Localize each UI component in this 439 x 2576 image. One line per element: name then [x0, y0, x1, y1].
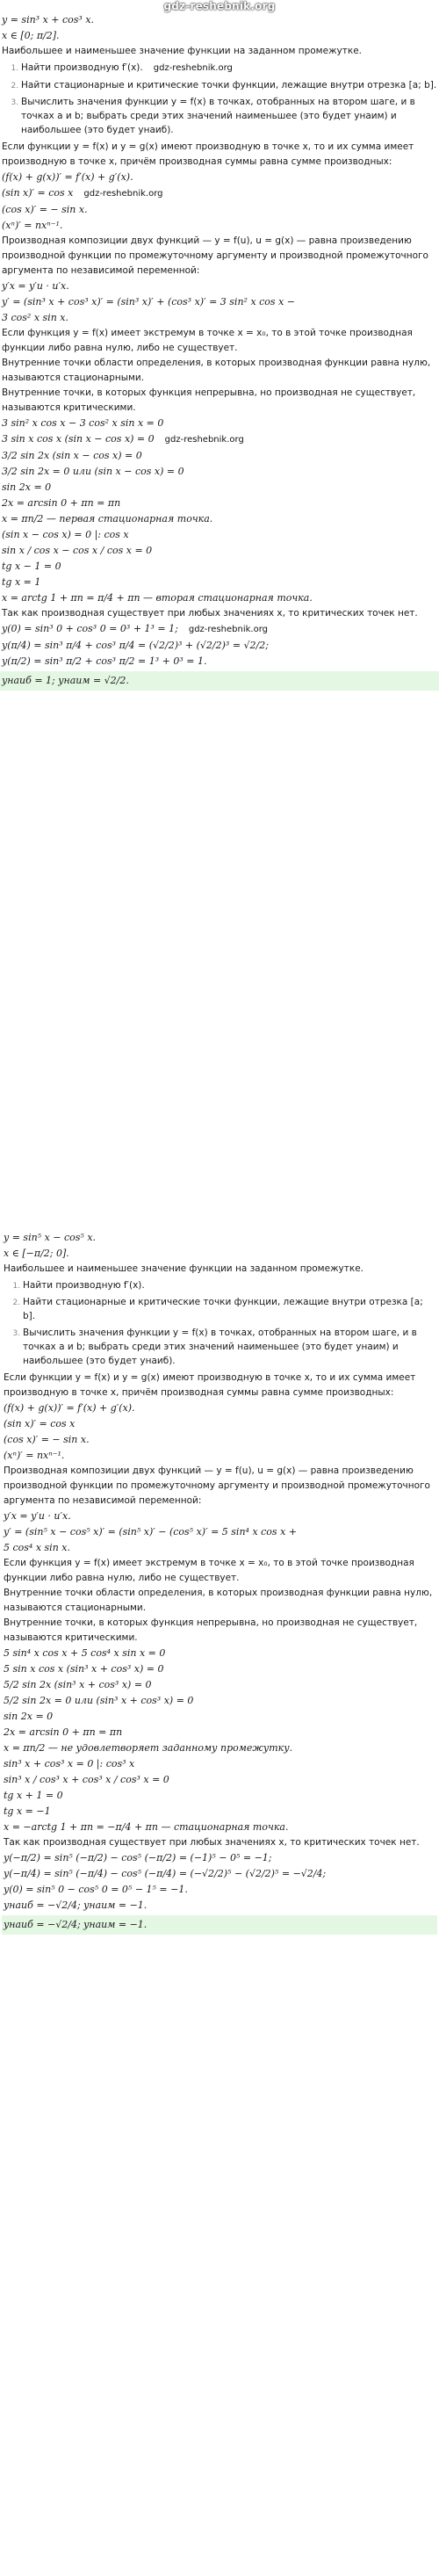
site-header: [0, 0, 439, 12]
deriv-sin-2: (sin x)′ = cos x: [4, 1418, 76, 1429]
no-critical-points-2: Так как производная существует при любых значениях x, то критических точек нет.: [4, 1837, 420, 1848]
equation-5: sin 2x = 0: [2, 481, 52, 493]
step-2-3: 3. Вычислить значения функции y = f(x) в точках, отобранных на втором шаге, и в точках a и b; выбрать среди этих значений наименьшее (это будет yнаим) и наибольшее (это будет yнаиб).: [23, 1326, 435, 1368]
derivative-line-2-1: y′ = (sin⁵ x − cos⁵ x)′ = (sin⁵ x)′ − (cos⁵ x)′ = 5 sin⁴ x cos x +: [4, 1526, 297, 1538]
algorithm-steps-2: [4, 1278, 435, 1368]
rule-stationary: Внутренние точки области определения, в которых производная функции равна нулю, называются стационарными.: [2, 358, 431, 383]
equation-2-5: sin 2x = 0: [4, 1711, 54, 1722]
function-statement-2: y = sin⁵ x − cos⁵ x.: [4, 1232, 97, 1243]
algorithm-steps: [2, 61, 437, 137]
equation-8: (sin x − cos x) = 0 |: cos x: [2, 529, 129, 540]
interval-statement: x ∈ [0; π/2].: [2, 30, 60, 41]
value-3: y(π/2) = sin³ π/2 + cos³ π/2 = 1³ + 0³ = 1.: [2, 655, 207, 667]
value-2-4: yнаиб = −√2/4; yнаим = −1.: [4, 1899, 148, 1911]
step-2: 2. Найти стационарные и критические точки функции, лежащие внутри отрезка [a; b].: [21, 78, 437, 92]
value-2: y(π/4) = sin³ π/4 + cos³ π/4 = (√2/2)³ + (√2/2)³ = √2/2;: [2, 640, 269, 651]
step-2-1: 1. Найти производную f′(x).: [23, 1278, 435, 1292]
sum-formula-2: (f(x) + g(x))′ = f′(x) + g′(x).: [4, 1402, 135, 1414]
rule-critical-2: Внутренние точки, в которых функция непрерывна, но производная не существует, называются критическими.: [4, 1617, 418, 1643]
derivative-line-2-2: 5 cos⁴ x sin x.: [4, 1542, 70, 1553]
answer-2: yнаиб = −√2/4; yнаим = −1.: [2, 1915, 437, 1935]
rule-composition: Производная композиции двух функций — y = f(u), u = g(x) — равна произведению производной функции по промежуточному аргументу и производной промежуточного аргумента по независимой переменной:: [2, 235, 428, 276]
rule-composition-2: Производная композиции двух функций — y = f(u), u = g(x) — равна произведению производной функции по промежуточному аргументу и производной промежуточного аргумента по независимой переменной:: [4, 1465, 430, 1506]
value-1: y(0) = sin³ 0 + cos³ 0 = 0³ + 1³ = 1; gdz-reshebnik.org: [2, 623, 268, 634]
deriv-cos: (cos x)′ = − sin x.: [2, 204, 88, 215]
equation-2-9: sin³ x / cos³ x + cos³ x / cos³ x = 0: [4, 1774, 169, 1785]
composition-formula-2: y′x = y′u · u′x.: [4, 1510, 71, 1522]
rule-critical: Внутренние точки, в которых функция непрерывна, но производная не существует, называются критическими.: [2, 387, 416, 413]
equation-9: sin x / cos x − cos x / cos x = 0: [2, 545, 153, 556]
equation-2-1: 5 sin⁴ x cos x + 5 cos⁴ x sin x = 0: [4, 1647, 166, 1659]
step-3: 3. Вычислить значения функции y = f(x) в точках, отобранных на втором шаге, и в точках a и b; выбрать среди этих значений наименьшее (это будет yнаим) и наибольшее (это будет yнаиб).: [21, 95, 437, 137]
answer-1: yнаиб = 1; yнаим = √2/2.: [0, 671, 439, 691]
equation-10: tg x − 1 = 0: [2, 561, 61, 572]
task-2: [2, 1230, 437, 1936]
equation-12: x = arctg 1 + πn = π/4 + πn — вторая стационарная точка.: [2, 592, 313, 604]
equation-3: 3/2 sin 2x (sin x − cos x) = 0: [2, 450, 142, 461]
equation-2-11: tg x = −1: [4, 1805, 51, 1817]
step-2-2: 2. Найти стационарные и критические точки функции, лежащие внутри отрезка [a; b].: [23, 1295, 435, 1323]
goal-text: Наибольшее и наименьшее значение функции на заданном промежутке.: [2, 46, 362, 56]
step-1: 1. Найти производную f′(x). gdz-reshebnik.org: [21, 61, 437, 76]
derivative-line-2: 3 cos² x sin x.: [2, 312, 68, 323]
interval-statement-2: x ∈ [−π/2; 0].: [4, 1248, 69, 1259]
equation-6: 2x = arcsin 0 + πn = πn: [2, 497, 121, 509]
value-2-3: y(0) = sin⁵ 0 − cos⁵ 0 = 0⁵ − 1⁵ = −1.: [4, 1884, 188, 1895]
rule-sum: Если функции y = f(x) и y = g(x) имеют производную в точке x, то и их сумма имеет производную в точке x, причём производная суммы равна сумме производных:: [2, 141, 414, 167]
deriv-sin: (sin x)′ = cos x gdz-reshebnik.org: [2, 187, 163, 199]
deriv-pow: (xⁿ)′ = nxⁿ⁻¹.: [2, 220, 63, 231]
task-1: [0, 12, 439, 691]
value-2-1: y(−π/2) = sin⁵ (−π/2) − cos⁵ (−π/2) = (−1)⁵ − 0⁵ = −1;: [4, 1852, 272, 1863]
derivative-line-1: y′ = (sin³ x + cos³ x)′ = (sin³ x)′ + (cos³ x)′ = 3 sin² x cos x −: [2, 296, 295, 308]
equation-2-12: x = −arctg 1 + πn = −π/4 + πn — стационарная точка.: [4, 1821, 289, 1833]
equation-1: 3 sin² x cos x − 3 cos² x sin x = 0: [2, 417, 164, 429]
equation-4: 3/2 sin 2x = 0 или (sin x − cos x) = 0: [2, 466, 184, 477]
composition-formula: y′x = y′u · u′x.: [2, 280, 69, 292]
equation-2-4: 5/2 sin 2x = 0 или (sin³ x + cos³ x) = 0: [4, 1695, 194, 1706]
equation-2-8: sin³ x + cos³ x = 0 |: cos³ x: [4, 1758, 135, 1769]
rule-extremum-2: Если функция y = f(x) имеет экстремум в точке x = x₀, то в этой точке производная функции либо равна нулю, либо не существует.: [4, 1558, 414, 1583]
equation-2: 3 sin x cos x (sin x − cos x) = 0 gdz-reshebnik.org: [2, 433, 244, 445]
equation-11: tg x = 1: [2, 576, 41, 588]
goal-text-2: Наибольшее и наименьшее значение функции на заданном промежутке.: [4, 1263, 363, 1274]
site-logo: gdz-reshebnik.org: [163, 0, 276, 12]
equation-2-6: 2x = arcsin 0 + πn = πn: [4, 1726, 123, 1738]
rule-extremum: Если функция y = f(x) имеет экстремум в точке x = x₀, то в этой точке производная функции либо равна нулю, либо не существует.: [2, 328, 413, 353]
no-critical-points: Так как производная существует при любых значениях x, то критических точек нет.: [2, 608, 418, 619]
rule-sum-2: Если функции y = f(x) и y = g(x) имеют производную в точке x, то и их сумма имеет производную в точке x, причём производная суммы равна сумме производных:: [4, 1372, 416, 1398]
function-statement: y = sin³ x + cos³ x.: [2, 14, 95, 25]
equation-2-10: tg x + 1 = 0: [4, 1790, 63, 1801]
equation-7: x = πn/2 — первая стационарная точка.: [2, 513, 213, 525]
equation-2-3: 5/2 sin 2x (sin³ x + cos³ x) = 0: [4, 1679, 152, 1690]
deriv-pow-2: (xⁿ)′ = nxⁿ⁻¹.: [4, 1450, 65, 1461]
equation-2-2: 5 sin x cos x (sin³ x + cos³ x) = 0: [4, 1663, 164, 1675]
sum-formula: (f(x) + g(x))′ = f′(x) + g′(x).: [2, 171, 133, 183]
deriv-cos-2: (cos x)′ = − sin x.: [4, 1434, 90, 1445]
rule-stationary-2: Внутренние точки области определения, в которых производная функции равна нулю, называются стационарными.: [4, 1588, 433, 1613]
equation-2-7: x = πn/2 — не удовлетворяет заданному промежутку.: [4, 1742, 293, 1754]
value-2-2: y(−π/4) = sin⁵ (−π/4) − cos⁵ (−π/4) = (−√2/2)⁵ − (√2/2)⁵ = −√2/4;: [4, 1868, 327, 1879]
